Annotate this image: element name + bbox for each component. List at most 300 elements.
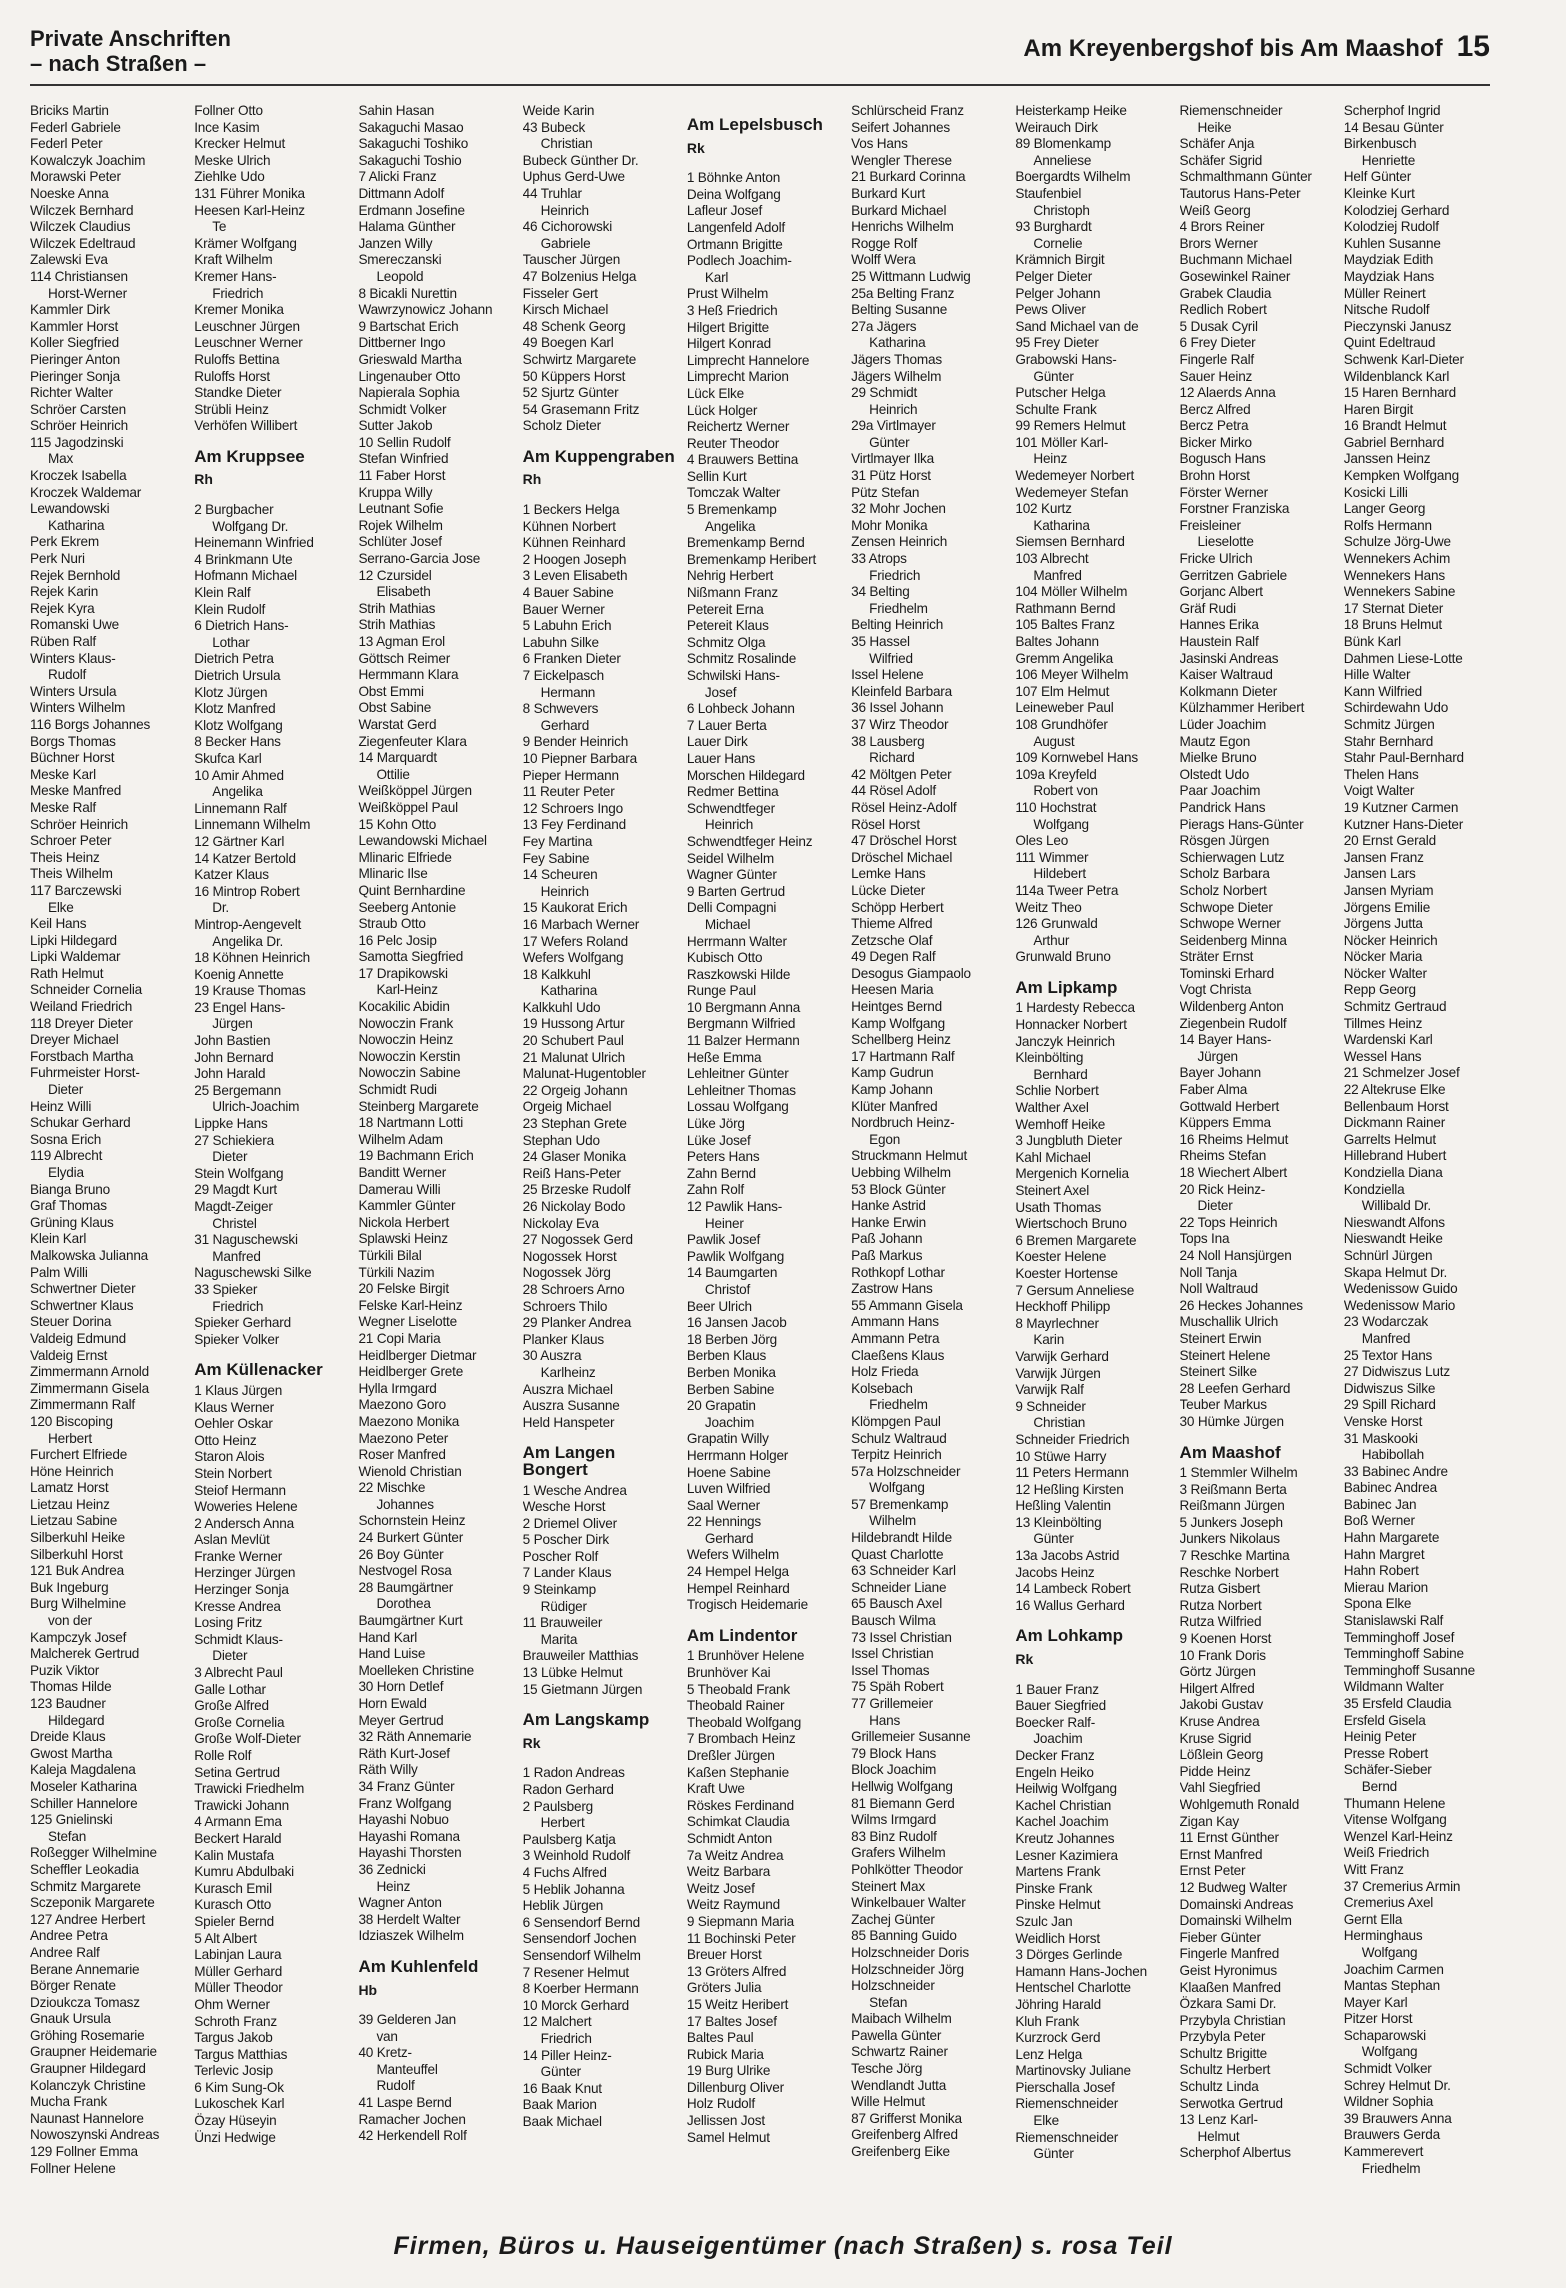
resident-entry: Gorjanc Albert (1179, 584, 1263, 600)
resident-entry: Janzen Willy (358, 235, 433, 251)
resident-entry: 16 Pelc Josip (358, 932, 437, 948)
resident-entry: Przybyla Peter (1179, 2029, 1266, 2045)
resident-entry: 8 Schwevers (522, 701, 599, 717)
resident-entry: Petereit Klaus (686, 618, 769, 634)
resident-entry: Warstat Gerd (358, 716, 437, 732)
resident-entry: Schultz Brigitte (1179, 2045, 1268, 2061)
resident-entry: 87 Grifferst Monika (851, 2110, 962, 2126)
district-code: Rh (522, 471, 542, 488)
resident-entry: Federl Peter (30, 136, 103, 152)
resident-entry: 9 Steinkamp (522, 1582, 597, 1598)
resident-entry: Temminghoff Sabine (1343, 1646, 1464, 1662)
resident-entry: Szulc Jan (1015, 1913, 1073, 1929)
resident-entry: Schäfer Sigrid (1179, 152, 1263, 168)
resident-entry: Block Joachim (851, 1762, 937, 1778)
resident-entry: 7 Gersum Anneliese (1015, 1282, 1135, 1298)
resident-entry: 79 Block Hans (851, 1745, 937, 1761)
resident-entry: Wenzel Karl-Heinz (1343, 1828, 1453, 1844)
resident-entry: Gnauk Ursula (30, 2011, 111, 2027)
resident-entry: Lossau Wolfgang (686, 1099, 789, 1115)
resident-entry: Buk Ingeburg (30, 1579, 109, 1595)
street-heading: Am Kuppengraben (522, 446, 675, 466)
resident-entry: Schultz Linda (1179, 2079, 1259, 2095)
resident-entry: Venske Horst (1343, 1413, 1423, 1429)
resident-entry: Witt Franz (1343, 1861, 1404, 1877)
resident-entry: Schmidt Volker (358, 401, 447, 417)
resident-entry: Hilgert Alfred (1179, 1680, 1255, 1696)
resident-entry: Kalkkuhl Udo (522, 999, 601, 1015)
resident-entry: Janczyk Heinrich (1015, 1033, 1115, 1049)
resident-entry-continuation: Friedhelm (869, 1397, 928, 1413)
resident-entry: Martens Frank (1015, 1864, 1101, 1880)
resident-entry: 14 Katzer Bertold (194, 850, 296, 866)
resident-entry: Boergardts Wilhelm (1015, 169, 1131, 185)
resident-entry-continuation: Friedhelm (869, 600, 928, 616)
resident-entry: Planker Klaus (522, 1331, 604, 1347)
resident-entry: 17 Hartmann Ralf (851, 1048, 955, 1064)
resident-entry: 6 Kim Sung-Ok (194, 2079, 284, 2095)
resident-entry: Claeßens Klaus (851, 1347, 945, 1363)
resident-entry: Wildenblanck Karl (1343, 368, 1450, 384)
resident-entry: 40 Kretz- (358, 2045, 412, 2061)
resident-entry-continuation: Henriette (1361, 152, 1416, 168)
resident-entry: Wedenissow Mario (1343, 1297, 1456, 1313)
resident-entry-continuation: Katharina (540, 983, 598, 999)
resident-entry: Kühnen Norbert (522, 518, 616, 534)
resident-entry: Bogusch Hans (1179, 451, 1266, 467)
resident-entry: 37 Wirz Theodor (851, 716, 949, 732)
resident-entry: Kammerevert (1343, 2144, 1424, 2160)
resident-entry: 2 Andersch Anna (194, 1515, 295, 1531)
resident-entry: Müller Theodor (194, 1980, 283, 1996)
resident-entry: 2 Paulsberg (522, 1798, 594, 1814)
resident-entry-continuation: Ulrich-Joachim (212, 1099, 300, 1115)
resident-entry: Große Cornelia (194, 1714, 285, 1730)
resident-entry: Rutza Gisbert (1179, 1581, 1261, 1597)
resident-entry: Kachel Christian (1015, 1797, 1112, 1813)
resident-entry: Silberkuhl Heike (30, 1530, 126, 1546)
resident-entry: Hilgert Brigitte (686, 319, 770, 335)
resident-entry: Tauscher Jürgen (522, 252, 621, 268)
resident-entry: Rojek Wilhelm (358, 517, 443, 533)
resident-entry: 9 Bartschat Erich (358, 318, 459, 334)
resident-entry: Koester Hortense (1015, 1265, 1118, 1281)
resident-entry: 25 Brzeske Rudolf (522, 1182, 631, 1198)
resident-entry: Gabriel Bernhard (1343, 434, 1445, 450)
resident-entry: 32 Räth Annemarie (358, 1729, 472, 1745)
resident-entry: 126 Grunwald (1015, 916, 1098, 932)
resident-entry: Samel Helmut (686, 2129, 770, 2145)
resident-entry: Klotz Manfred (194, 701, 276, 717)
resident-entry: Obst Sabine (358, 700, 432, 716)
resident-entry: Kurzrock Gerd (1015, 2030, 1101, 2046)
resident-entry: Tomczak Walter (686, 485, 781, 501)
resident-entry: 16 Baak Knut (522, 2080, 602, 2096)
resident-entry: 111 Wimmer (1015, 849, 1089, 865)
resident-entry: Heidlberger Dietmar (358, 1347, 477, 1363)
resident-entry: Noll Waltraud (1179, 1281, 1259, 1297)
resident-entry: Seidenberg Minna (1179, 932, 1287, 948)
resident-entry: Theis Heinz (30, 849, 100, 865)
street-heading: Am Lepelsbusch (686, 115, 823, 134)
resident-entry: Zimmermann Gisela (30, 1380, 149, 1396)
resident-entry: Dreyer Michael (30, 1032, 119, 1048)
resident-entry: Jansen Lars (1343, 866, 1416, 882)
resident-entry: 43 Bubeck (522, 119, 586, 135)
resident-entry: Sensendorf Wilhelm (522, 1947, 641, 1963)
resident-entry: Nowoszynski Andreas (30, 2127, 160, 2143)
resident-entry: Auszra Susanne (522, 1398, 620, 1414)
resident-entry: Heintges Bernd (851, 999, 943, 1015)
resident-entry: Nogossek Jörg (522, 1265, 611, 1281)
resident-entry: 75 Späh Robert (851, 1679, 944, 1695)
resident-entry: Serrano-Garcia Jose (358, 551, 481, 567)
resident-entry: Krecker Helmut (194, 136, 286, 152)
resident-entry: Brunhöver Kai (686, 1665, 771, 1681)
resident-entry: Issel Helene (851, 667, 924, 683)
resident-entry: Kolsebach (851, 1380, 913, 1396)
resident-entry-continuation: Manfred (1033, 567, 1082, 583)
resident-entry: Schnürl Jürgen (1343, 1247, 1433, 1263)
resident-entry: Lewandowski Michael (358, 833, 487, 849)
resident-entry: Meske Ralf (30, 799, 96, 815)
resident-entry: Klaaßen Manfred (1179, 1979, 1281, 1995)
resident-entry: 21 Burkard Corinna (851, 169, 966, 185)
resident-entry: Kutzner Hans-Dieter (1343, 816, 1464, 832)
resident-entry: Dreide Klaus (30, 1729, 106, 1745)
street-heading: Am Langen Bongert (522, 1443, 616, 1479)
resident-entry: 23 Wodarczak (1343, 1314, 1429, 1330)
resident-entry: Zimmermann Arnold (30, 1364, 149, 1380)
resident-entry: Schwartz Rainer (851, 2044, 948, 2060)
resident-entry: 109 Kornwebel Hans (1015, 750, 1138, 766)
resident-entry: Wilczek Bernhard (30, 202, 134, 218)
resident-entry-continuation: Willibald Dr. (1361, 1198, 1431, 1214)
resident-entry: Boecker Ralf- (1015, 1714, 1096, 1730)
resident-entry: Naguschewski Silke (194, 1265, 312, 1281)
resident-entry: Labinjan Laura (194, 1947, 282, 1963)
resident-entry: Nowoczin Frank (358, 1015, 454, 1031)
resident-entry: Silberkuhl Horst (30, 1546, 123, 1562)
resident-entry: Maibach Wilhelm (851, 2011, 952, 2027)
resident-entry: Schmitz Olga (686, 634, 766, 650)
resident-entry: 6 Frey Dieter (1179, 335, 1256, 351)
resident-entry: Usath Thomas (1015, 1199, 1102, 1215)
resident-entry: Klein Karl (30, 1231, 87, 1247)
resident-entry: Noeske Anna (30, 185, 109, 201)
resident-entry: Naunast Hannelore (30, 2110, 144, 2126)
district-code: Rk (522, 1734, 541, 1751)
resident-entry: Wardenski Karl (1343, 1032, 1433, 1048)
resident-entry: Fuhrmeister Horst- (30, 1065, 140, 1081)
resident-entry: 102 Kurtz (1015, 501, 1072, 517)
resident-entry: 11 Bochinski Peter (686, 1930, 796, 1946)
resident-entry: 34 Belting (851, 584, 910, 600)
resident-entry: 4 Armann Ema (194, 1814, 282, 1830)
resident-entry: Lehleitner Günter (686, 1066, 789, 1082)
resident-entry: Berben Sabine (686, 1381, 775, 1397)
resident-entry: Pieringer Anton (30, 351, 120, 367)
resident-entry: Borgs Thomas (30, 733, 116, 749)
resident-entry: Räth Kurt-Josef (358, 1745, 450, 1761)
resident-entry: Weißköppel Jürgen (358, 783, 472, 799)
resident-entry: Schroer Peter (30, 833, 112, 849)
resident-entry: Graf Thomas (30, 1198, 107, 1214)
resident-entry: 28 Schroers Arno (522, 1281, 625, 1297)
resident-entry: Pieper Hermann (522, 767, 619, 783)
resident-entry: Tominski Erhard (1179, 965, 1274, 981)
resident-entry: 46 Cichorowski (522, 219, 613, 235)
resident-entry: Hoene Sabine (686, 1464, 771, 1480)
resident-entry: Quint Bernhardine (358, 882, 466, 898)
resident-entry: 131 Führer Monika (194, 185, 305, 201)
resident-entry: Vahl Siegfried (1179, 1780, 1261, 1796)
resident-entry: 19 Hussong Artur (522, 1016, 625, 1032)
resident-entry: Weiß Georg (1179, 202, 1251, 218)
resident-entry: Reschke Norbert (1179, 1564, 1279, 1580)
column-9 (1344, 103, 1500, 2218)
resident-entry: Lukoschek Karl (194, 2096, 285, 2112)
resident-entry: Görtz Jürgen (1179, 1664, 1256, 1680)
street-heading: Am Lindentor (686, 1625, 798, 1645)
resident-entry: Kreutz Johannes (1015, 1830, 1115, 1846)
resident-entry: 18 Bruns Helmut (1343, 617, 1443, 633)
resident-entry: Koenig Annette (194, 966, 284, 982)
resident-entry: 129 Follner Emma (30, 2144, 138, 2160)
resident-entry: Wennekers Achim (1343, 551, 1451, 567)
resident-entry: Lietzau Heinz (30, 1496, 110, 1512)
resident-entry-continuation: Dieter (1197, 1198, 1233, 1214)
resident-entry: Breuer Horst (686, 1947, 762, 1963)
resident-entry: Schmalthmann Günter (1179, 169, 1312, 185)
resident-entry: 18 Wiechert Albert (1179, 1165, 1288, 1180)
resident-entry: 14 Scheuren (522, 867, 598, 883)
resident-entry: Özkara Sami Dr. (1179, 1996, 1277, 2012)
resident-entry-continuation: Lothar (212, 634, 250, 650)
resident-entry: 9 Koenen Horst (1179, 1631, 1272, 1647)
resident-entry: John Harald (194, 1066, 266, 1082)
resident-entry-continuation: Angelika Dr. (212, 933, 284, 949)
resident-entry: Hille Walter (1343, 667, 1411, 683)
resident-entry: Malkowska Julianna (30, 1247, 149, 1263)
resident-entry: 19 Kutzner Carmen (1343, 799, 1459, 815)
street-heading: Am Lipkamp (1015, 977, 1118, 997)
resident-entry: 125 Gnielinski (30, 1812, 113, 1828)
resident-entry: Nieswandt Alfons (1343, 1214, 1445, 1230)
resident-entry: 10 Morck Gerhard (522, 1997, 630, 2013)
resident-entry: Rogge Rolf (851, 235, 918, 251)
resident-entry: Brohn Horst (1179, 468, 1250, 484)
resident-entry: Beckert Harald (194, 1830, 282, 1846)
resident-entry: Skufca Karl (194, 750, 262, 766)
resident-entry: Riemenschneider (1179, 103, 1283, 118)
resident-entry: Mucha Frank (30, 2094, 108, 2110)
resident-entry: Wildmann Walter (1343, 1679, 1444, 1695)
resident-entry: Saal Werner (686, 1497, 760, 1513)
resident-entry: Terpitz Heinrich (851, 1447, 942, 1463)
resident-entry: Perk Nuri (30, 551, 85, 567)
resident-entry: Schroers Thilo (522, 1298, 608, 1314)
resident-entry: Runge Paul (686, 983, 756, 999)
resident-entry: Mielke Bruno (1179, 750, 1257, 766)
resident-entry: 3 Jungbluth Dieter (1015, 1133, 1123, 1149)
resident-entry: 24 Hempel Helga (686, 1564, 789, 1580)
resident-entry: Stefan Winfried (358, 451, 449, 467)
resident-entry-continuation: Wolfgang (869, 1480, 925, 1496)
resident-entry: Standke Dieter (194, 385, 282, 401)
resident-entry: Kamp Wolfgang (851, 1015, 945, 1031)
resident-entry-continuation: Heike (1197, 119, 1232, 135)
resident-entry: Müller Gerhard (194, 1963, 283, 1979)
resident-entry: Didwiszus Silke (1343, 1380, 1436, 1396)
resident-entry: Rolfs Hermann (1343, 517, 1432, 533)
resident-entry: Hermmann Klara (358, 667, 459, 683)
resident-entry: Vos Hans (851, 136, 908, 152)
resident-entry-continuation: Karin (1033, 1332, 1065, 1348)
resident-entry: 1 Wesche Andrea (522, 1482, 627, 1498)
resident-entry: Richter Walter (30, 385, 113, 401)
resident-entry: Nickola Herbert (358, 1214, 450, 1230)
resident-entry: 107 Elm Helmut (1015, 683, 1110, 699)
resident-entry: Pidde Heinz (1179, 1763, 1251, 1779)
resident-entry: 38 Herdelt Walter (358, 1911, 461, 1927)
resident-entry: Burg Wilhelmine (30, 1596, 126, 1612)
resident-entry: Wedenissow Guido (1343, 1281, 1458, 1297)
resident-entry: Koller Siegfried (30, 335, 119, 351)
resident-entry: Lamatz Horst (30, 1480, 109, 1496)
resident-entry: 44 Rösel Adolf (851, 783, 936, 799)
resident-entry: Lüder Joachim (1179, 716, 1267, 732)
resident-entry: Vogt Christa (1179, 982, 1252, 998)
resident-entry: Winkelbauer Walter (851, 1895, 966, 1911)
resident-entry: Zigan Kay (1179, 1813, 1239, 1829)
resident-entry: 20 Grapatin (686, 1398, 756, 1414)
resident-entry: Riemenschneider (1015, 2129, 1119, 2145)
resident-entry: 14 Lambeck Robert (1015, 1581, 1131, 1597)
resident-entry: 20 Ernst Gerald (1343, 833, 1436, 849)
resident-entry: Mlinaric Elfriede (358, 849, 452, 865)
resident-entry: Wennekers Sabine (1343, 584, 1456, 600)
resident-entry: Baumgärtner Kurt (358, 1613, 463, 1629)
resident-entry: 1 Böhnke Anton (686, 170, 781, 186)
resident-entry: Bauer Siegfried (1015, 1698, 1107, 1714)
resident-entry: Külzhammer Heribert (1179, 700, 1305, 716)
resident-entry: Kaleja Magdalena (30, 1762, 136, 1778)
resident-entry-continuation: Wilhelm (869, 1513, 917, 1529)
resident-entry: Tops Ina (1179, 1231, 1230, 1247)
resident-entry: Koester Helene (1015, 1249, 1107, 1265)
resident-entry-continuation: Hildegard (48, 1712, 105, 1728)
resident-entry: Meske Ulrich (194, 152, 271, 168)
resident-entry: 116 Borgs Johannes (30, 716, 151, 732)
resident-entry: Sakaguchi Masao (358, 119, 464, 135)
resident-entry: Stahr Bernhard (1343, 733, 1434, 749)
resident-entry: Franz Wolfgang (358, 1795, 452, 1811)
resident-entry: Steuer Dorina (30, 1314, 112, 1330)
resident-entry: Sträter Ernst (1179, 949, 1254, 965)
resident-entry: Gremm Angelika (1015, 650, 1114, 666)
resident-entry: 10 Amir Ahmed (194, 767, 284, 783)
resident-entry: Forstbach Martha (30, 1048, 134, 1064)
resident-entry: 30 Auszra (522, 1348, 582, 1364)
resident-entry: Stein Norbert (194, 1465, 272, 1481)
resident-entry: Meske Manfred (30, 783, 122, 799)
resident-entry: Nitsche Rudolf (1343, 302, 1430, 318)
resident-entry: 12 Schroers Ingo (522, 800, 623, 816)
resident-entry: Lemke Hans (851, 866, 926, 882)
resident-entry: Dreßler Jürgen (686, 1748, 775, 1763)
resident-entry: Maezono Peter (358, 1430, 449, 1446)
resident-entry: Joachim Carmen (1343, 1961, 1444, 1977)
column-5 (687, 103, 843, 2218)
resident-entry: Meyer Gertrud (358, 1712, 444, 1728)
resident-entry: Bicker Mirko (1179, 434, 1252, 450)
resident-entry: Pütz Stefan (851, 484, 920, 500)
resident-entry: Rathmann Bernd (1015, 600, 1116, 616)
resident-entry: Pelger Dieter (1015, 268, 1093, 284)
resident-entry: 3 Reißmann Berta (1179, 1481, 1287, 1497)
resident-entry: Kraft Uwe (686, 1781, 745, 1797)
resident-entry: Kann Wilfried (1343, 683, 1423, 699)
resident-entry: 8 Becker Hans (194, 734, 281, 750)
resident-entry: Nordbruch Heinz- (851, 1115, 955, 1131)
resident-entry-continuation: Stefan (869, 1994, 908, 2010)
resident-entry: Große Alfred (194, 1698, 269, 1714)
resident-entry: 34 Franz Günter (358, 1778, 455, 1794)
resident-entry: 39 Gelderen Jan (358, 2012, 456, 2028)
resident-entry: 30 Hümke Jürgen (1179, 1413, 1284, 1429)
resident-entry: Graupner Hildegard (30, 2061, 146, 2077)
resident-entry: Jacobs Heinz (1015, 1564, 1095, 1580)
resident-entry: 21 Malunat Ulrich (522, 1049, 626, 1065)
resident-entry: Krämnich Birgit (1015, 252, 1105, 268)
resident-entry: Thumann Helene (1343, 1795, 1446, 1811)
resident-entry-continuation: Manfred (212, 1248, 261, 1264)
resident-entry: Wilczek Claudius (30, 219, 131, 235)
resident-entry: 5 Bremenkamp (686, 502, 777, 518)
resident-entry: 5 Dusak Cyril (1179, 318, 1258, 334)
resident-entry: Schornstein Heinz (358, 1513, 466, 1529)
resident-entry: 31 Pütz Horst (851, 468, 931, 484)
resident-entry: 7 Resener Helmut (522, 1964, 630, 1980)
resident-entry-continuation: Rudolf (48, 667, 87, 683)
resident-entry: Ersfeld Gisela (1343, 1712, 1426, 1728)
resident-entry: Kleinfeld Barbara (851, 683, 952, 699)
resident-entry: 1 Bauer Franz (1015, 1681, 1099, 1697)
resident-entry: 4 Brinkmann Ute (194, 551, 293, 567)
resident-entry: Heilwig Wolfgang (1015, 1781, 1117, 1797)
resident-entry: Teuber Markus (1179, 1397, 1267, 1413)
resident-entry: Thomas Hilde (30, 1679, 112, 1695)
resident-entry: Heesen Maria (851, 982, 934, 998)
resident-entry: Reißmann Jürgen (1179, 1498, 1285, 1514)
resident-entry: Nißmann Franz (686, 585, 778, 601)
resident-entry: Decker Franz (1015, 1748, 1095, 1763)
resident-entry-continuation: Richard (869, 750, 915, 766)
resident-entry: 57 Bremenkamp (851, 1496, 949, 1512)
resident-entry: Özay Hüseyin (194, 2113, 277, 2129)
resident-entry: 3 Albrecht Paul (194, 1665, 283, 1681)
resident-entry: 63 Schneider Karl (851, 1563, 956, 1579)
resident-entry: Schmitz Margarete (30, 1878, 141, 1894)
page-range-title (1023, 30, 1490, 64)
resident-entry: 12 Czursidel (358, 567, 432, 583)
resident-entry-continuation: Anneliese (1033, 152, 1092, 168)
resident-entry: Schäfer Anja (1179, 136, 1255, 152)
resident-entry: Brauweiler Matthias (522, 1648, 639, 1664)
resident-entry: Nickolay Eva (522, 1215, 599, 1231)
resident-entry: Heckhoff Philipp (1015, 1299, 1111, 1315)
